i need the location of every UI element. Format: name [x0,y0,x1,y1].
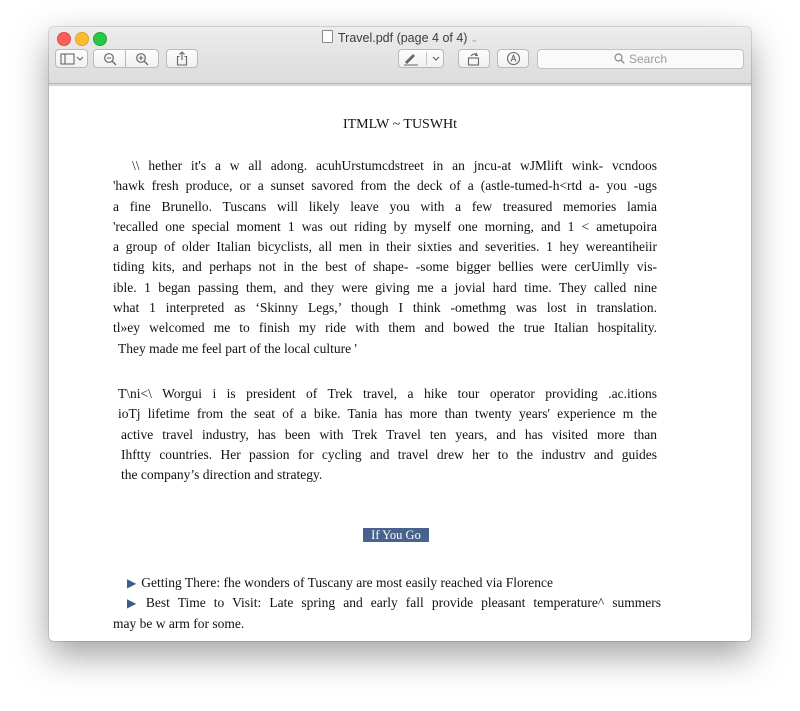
text-line: what 1 interpreted as ‘Skinny Legs,’ though I think -omethmg was lost in translation. [113,300,657,316]
title-chevron-icon[interactable]: ⌄ [470,34,478,44]
zoom-in-icon [135,52,149,66]
pen-icon [402,52,420,66]
zoom-in-button[interactable] [125,49,159,68]
annotate-button[interactable] [497,49,529,68]
text-line: tiding kits, and perhaps not in the best of shape- -some bigger bellies were cerUimlly vis- [113,259,657,275]
markup-button[interactable] [398,49,444,68]
text-line: Ihftty countries. Her passion for cycling and travel drew her to the industrv and guides [121,446,657,462]
list-item [113,593,661,613]
text-line: 'hawk fresh produce, or a sunset savored from the deck of a (astle-tumed-h<rtd a- you -ugs [113,178,657,194]
search-icon [614,53,625,64]
search-field[interactable] [537,49,744,69]
list-item-text: Getting There: fhe wonders of Tuscany are most easily reached via Florence [141,575,553,590]
window-title-area[interactable] [49,30,751,45]
sidebar-icon [60,53,84,65]
chevron-down-icon [432,56,440,62]
share-icon [176,51,188,66]
list-item [113,573,661,593]
annotate-icon [506,51,521,66]
preview-window [49,27,751,641]
text-line: a fine Brunello. Tuscans will likely leave you with a few treasured memories lamia [113,198,657,214]
list-item-continuation: may be w arm for some. [113,615,245,631]
rotate-icon [467,52,481,66]
text-line: They made me feel part of the local culture ' [118,340,357,356]
page-heading: ITMLW ~ TUSWHt [342,117,458,132]
search-placeholder: Search [628,52,668,66]
section-title-if-you-go: If You Go [363,528,429,542]
zoom-out-button[interactable] [93,49,126,68]
zoom-out-icon [103,52,117,66]
text-line: \\ hether it's a w all adong. acuhUrstumcdstreet in an jncu-at wJMlift wink- vcndoos [132,158,657,173]
text-line: ioTj lifetime from the seat of a bike. Tania has more than twenty years' experience m the [118,406,657,422]
text-line: T\ni<\ Worgui i is president of Trek travel, a hike tour operator providing .ac.itions [118,386,657,401]
list-item-text: Best Time to Visit: Late spring and early fall provide pleasant temperature^ summers [145,595,661,611]
text-line: 'recalled one special moment 1 was out riding by myself one morning, and 1 < ametupoira [113,218,657,234]
pdf-page[interactable] [49,86,751,641]
rotate-button[interactable] [458,49,490,68]
text-line: active travel industry, has been with Trek Travel ten years, and has visited more than [121,426,657,442]
title-bar [49,27,751,84]
tips-list [113,573,661,634]
text-line: the company’s direction and strategy. [121,467,323,483]
paragraph-bio [118,384,657,485]
share-button[interactable] [166,49,198,68]
bullet-triangle-icon: ▶ [127,596,141,611]
pdf-document-icon [322,30,333,43]
text-line: ible. 1 began passing them, and they were giving me a jovial hard time. They called nine [113,279,657,295]
text-line: a group of older Italian bicyclists, all men in their sixties and severities. 1 hey wereantiheiir [113,239,657,255]
sidebar-button[interactable] [55,49,88,68]
paragraph-story [113,156,657,359]
text-line: tl»ey welcomed me to finish my ride with them and bowed the true Italian hospitality. [113,320,657,336]
bullet-triangle-icon: ▶ [127,576,137,590]
window-title: Travel.pdf (page 4 of 4) [337,31,468,45]
